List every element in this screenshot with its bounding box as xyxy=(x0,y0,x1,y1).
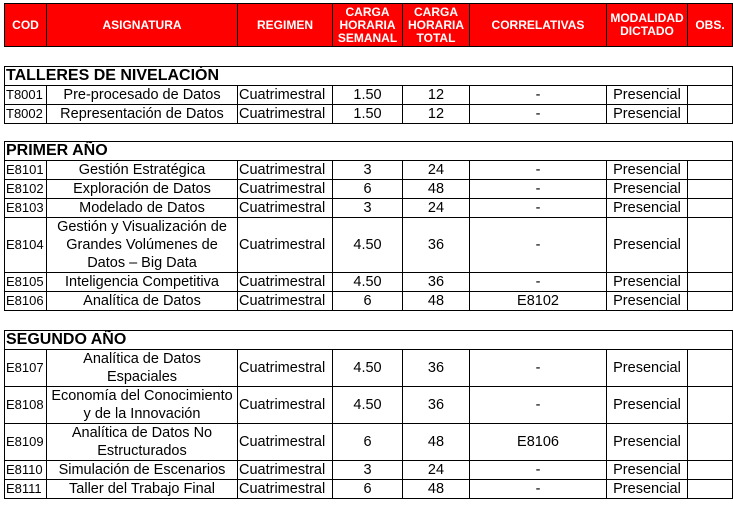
cell-carga-semanal: 6 xyxy=(333,480,403,499)
table-row xyxy=(5,218,733,273)
cell-correlativas: - xyxy=(470,105,607,124)
cell-carga-total: 36 xyxy=(403,350,470,387)
cell-regimen: Cuatrimestral xyxy=(238,273,333,292)
cell-obs xyxy=(688,424,733,461)
cell-regimen: Cuatrimestral xyxy=(238,161,333,180)
cell-asignatura xyxy=(47,461,238,480)
table-row xyxy=(5,199,733,218)
cell-obs xyxy=(688,199,733,218)
asignatura-line: Grandes Volúmenes de xyxy=(66,237,218,253)
asignatura-line: Simulación de Escenarios xyxy=(58,462,226,478)
header-carga-semanal-line: SEMANAL xyxy=(337,30,398,45)
cell-regimen: Cuatrimestral xyxy=(238,180,333,199)
cell-carga-total: 48 xyxy=(403,480,470,499)
cell-cod: E8104 xyxy=(5,218,47,273)
cell-correlativas: - xyxy=(470,218,607,273)
header-carga-semanal-line: HORARIA xyxy=(339,17,396,32)
cell-asignatura xyxy=(47,292,238,311)
cell-carga-semanal: 4.50 xyxy=(333,350,403,387)
cell-carga-semanal: 6 xyxy=(333,424,403,461)
cell-carga-semanal: 3 xyxy=(333,461,403,480)
cell-carga-total: 24 xyxy=(403,461,470,480)
cell-carga-total: 36 xyxy=(403,387,470,424)
header-obs: OBS. xyxy=(688,4,733,47)
cell-correlativas: - xyxy=(470,86,607,105)
header-cod: COD xyxy=(5,4,47,47)
table-row xyxy=(5,461,733,480)
section-segundo-ano xyxy=(4,330,733,499)
cell-correlativas: - xyxy=(470,387,607,424)
section-primer-ano xyxy=(4,141,733,311)
cell-regimen: Cuatrimestral xyxy=(238,480,333,499)
table-row xyxy=(5,273,733,292)
cell-cod: E8110 xyxy=(5,461,47,480)
section-talleres xyxy=(4,66,733,124)
asignatura-line: Exploración de Datos xyxy=(73,181,211,197)
section-title-row xyxy=(5,67,733,86)
cell-carga-semanal: 6 xyxy=(333,180,403,199)
asignatura-line: Modelado de Datos xyxy=(79,200,205,216)
cell-obs xyxy=(688,218,733,273)
cell-modalidad: Presencial xyxy=(607,105,688,124)
cell-regimen: Cuatrimestral xyxy=(238,424,333,461)
cell-modalidad: Presencial xyxy=(607,461,688,480)
cell-correlativas: - xyxy=(470,161,607,180)
asignatura-line: y de la Innovación xyxy=(83,406,201,422)
table-row xyxy=(5,161,733,180)
cell-modalidad: Presencial xyxy=(607,161,688,180)
cell-asignatura xyxy=(47,161,238,180)
asignatura-line: Gestión y Visualización de xyxy=(57,219,227,235)
header-asignatura: ASIGNATURA xyxy=(47,4,238,47)
header-carga-total xyxy=(403,4,470,47)
cell-carga-semanal: 4.50 xyxy=(333,273,403,292)
cell-carga-semanal: 3 xyxy=(333,161,403,180)
cell-regimen: Cuatrimestral xyxy=(238,350,333,387)
cell-modalidad: Presencial xyxy=(607,424,688,461)
header-regimen: REGIMEN xyxy=(238,4,333,47)
cell-cod: E8101 xyxy=(5,161,47,180)
cell-carga-total: 24 xyxy=(403,161,470,180)
cell-cod: E8103 xyxy=(5,199,47,218)
cell-asignatura xyxy=(47,199,238,218)
header-modalidad-line: MODALIDAD xyxy=(610,11,684,25)
cell-regimen: Cuatrimestral xyxy=(238,461,333,480)
cell-regimen: Cuatrimestral xyxy=(238,387,333,424)
asignatura-line: Representación de Datos xyxy=(60,106,224,122)
cell-regimen: Cuatrimestral xyxy=(238,218,333,273)
header-carga-total-line: HORARIA xyxy=(408,17,464,32)
cell-correlativas: - xyxy=(470,199,607,218)
cell-carga-total: 48 xyxy=(403,180,470,199)
asignatura-line: Datos – Big Data xyxy=(87,255,197,271)
cell-obs xyxy=(688,86,733,105)
cell-carga-semanal: 3 xyxy=(333,199,403,218)
cell-cod: E8105 xyxy=(5,273,47,292)
asignatura-line: Espaciales xyxy=(106,369,178,385)
cell-obs xyxy=(688,350,733,387)
cell-cod: E8102 xyxy=(5,180,47,199)
cell-correlativas: - xyxy=(470,461,607,480)
header-modalidad-line: DICTADO xyxy=(620,24,674,38)
cell-cod: E8106 xyxy=(5,292,47,311)
cell-carga-total: 36 xyxy=(403,218,470,273)
cell-asignatura xyxy=(47,273,238,292)
cell-modalidad: Presencial xyxy=(607,273,688,292)
cell-asignatura xyxy=(47,218,238,273)
asignatura-line: Inteligencia Competitiva xyxy=(65,274,219,290)
table-row xyxy=(5,105,733,124)
cell-asignatura xyxy=(47,105,238,124)
section-title: SEGUNDO AÑO xyxy=(5,331,733,350)
section-title: PRIMER AÑO xyxy=(5,142,733,161)
cell-modalidad: Presencial xyxy=(607,292,688,311)
cell-cod: T8002 xyxy=(5,105,47,124)
cell-obs xyxy=(688,461,733,480)
asignatura-line: Analítica de Datos No xyxy=(71,425,213,441)
cell-asignatura xyxy=(47,180,238,199)
header-table xyxy=(4,3,733,47)
cell-regimen: Cuatrimestral xyxy=(238,199,333,218)
cell-cod: T8001 xyxy=(5,86,47,105)
cell-obs xyxy=(688,387,733,424)
cell-obs xyxy=(688,273,733,292)
cell-regimen: Cuatrimestral xyxy=(238,105,333,124)
cell-asignatura xyxy=(47,350,238,387)
asignatura-line: Gestión Estratégica xyxy=(78,162,206,178)
cell-carga-total: 36 xyxy=(403,273,470,292)
header-carga-semanal xyxy=(333,4,403,47)
cell-carga-semanal: 4.50 xyxy=(333,218,403,273)
cell-asignatura xyxy=(47,387,238,424)
cell-cod: E8111 xyxy=(5,480,47,499)
cell-correlativas: E8102 xyxy=(470,292,607,311)
cell-obs xyxy=(688,105,733,124)
cell-cod: E8108 xyxy=(5,387,47,424)
asignatura-line: Analítica de Datos xyxy=(83,351,201,367)
cell-modalidad: Presencial xyxy=(607,199,688,218)
header-row xyxy=(5,4,733,47)
cell-modalidad: Presencial xyxy=(607,86,688,105)
cell-obs xyxy=(688,180,733,199)
header-carga-semanal-line: CARGA xyxy=(345,4,390,19)
cell-carga-semanal: 4.50 xyxy=(333,387,403,424)
cell-correlativas: - xyxy=(470,273,607,292)
cell-carga-total: 24 xyxy=(403,199,470,218)
table-row xyxy=(5,180,733,199)
header-carga-total-line: CARGA xyxy=(414,4,458,19)
cell-carga-total: 12 xyxy=(403,86,470,105)
cell-correlativas: - xyxy=(470,480,607,499)
cell-modalidad: Presencial xyxy=(607,387,688,424)
table-row xyxy=(5,387,733,424)
cell-carga-semanal: 6 xyxy=(333,292,403,311)
asignatura-line: Pre-procesado de Datos xyxy=(63,87,221,103)
table-row xyxy=(5,350,733,387)
cell-asignatura xyxy=(47,424,238,461)
cell-regimen: Cuatrimestral xyxy=(238,86,333,105)
asignatura-line: Taller del Trabajo Final xyxy=(69,481,215,497)
asignatura-line: Analítica de Datos xyxy=(83,293,201,309)
header-carga-total-line: TOTAL xyxy=(416,30,456,45)
cell-cod: E8107 xyxy=(5,350,47,387)
cell-asignatura xyxy=(47,86,238,105)
table-row xyxy=(5,292,733,311)
cell-correlativas: - xyxy=(470,350,607,387)
header-correlativas: CORRELATIVAS xyxy=(470,4,607,47)
asignatura-line: Estructurados xyxy=(97,443,187,459)
cell-correlativas: E8106 xyxy=(470,424,607,461)
table-row xyxy=(5,480,733,499)
cell-modalidad: Presencial xyxy=(607,350,688,387)
cell-carga-semanal: 1.50 xyxy=(333,105,403,124)
cell-carga-semanal: 1.50 xyxy=(333,86,403,105)
cell-regimen: Cuatrimestral xyxy=(238,292,333,311)
header-modalidad xyxy=(607,4,688,47)
cell-carga-total: 48 xyxy=(403,292,470,311)
cell-obs xyxy=(688,161,733,180)
cell-obs xyxy=(688,480,733,499)
section-title: TALLERES DE NIVELACIÓN xyxy=(5,67,733,86)
table-row xyxy=(5,86,733,105)
cell-carga-total: 12 xyxy=(403,105,470,124)
cell-cod: E8109 xyxy=(5,424,47,461)
cell-carga-total: 48 xyxy=(403,424,470,461)
cell-modalidad: Presencial xyxy=(607,180,688,199)
section-title-row xyxy=(5,142,733,161)
cell-modalidad: Presencial xyxy=(607,218,688,273)
table-row xyxy=(5,424,733,461)
asignatura-line: Economía del Conocimiento xyxy=(51,388,233,404)
cell-asignatura xyxy=(47,480,238,499)
cell-modalidad: Presencial xyxy=(607,480,688,499)
cell-obs xyxy=(688,292,733,311)
cell-correlativas: - xyxy=(470,180,607,199)
section-title-row xyxy=(5,331,733,350)
